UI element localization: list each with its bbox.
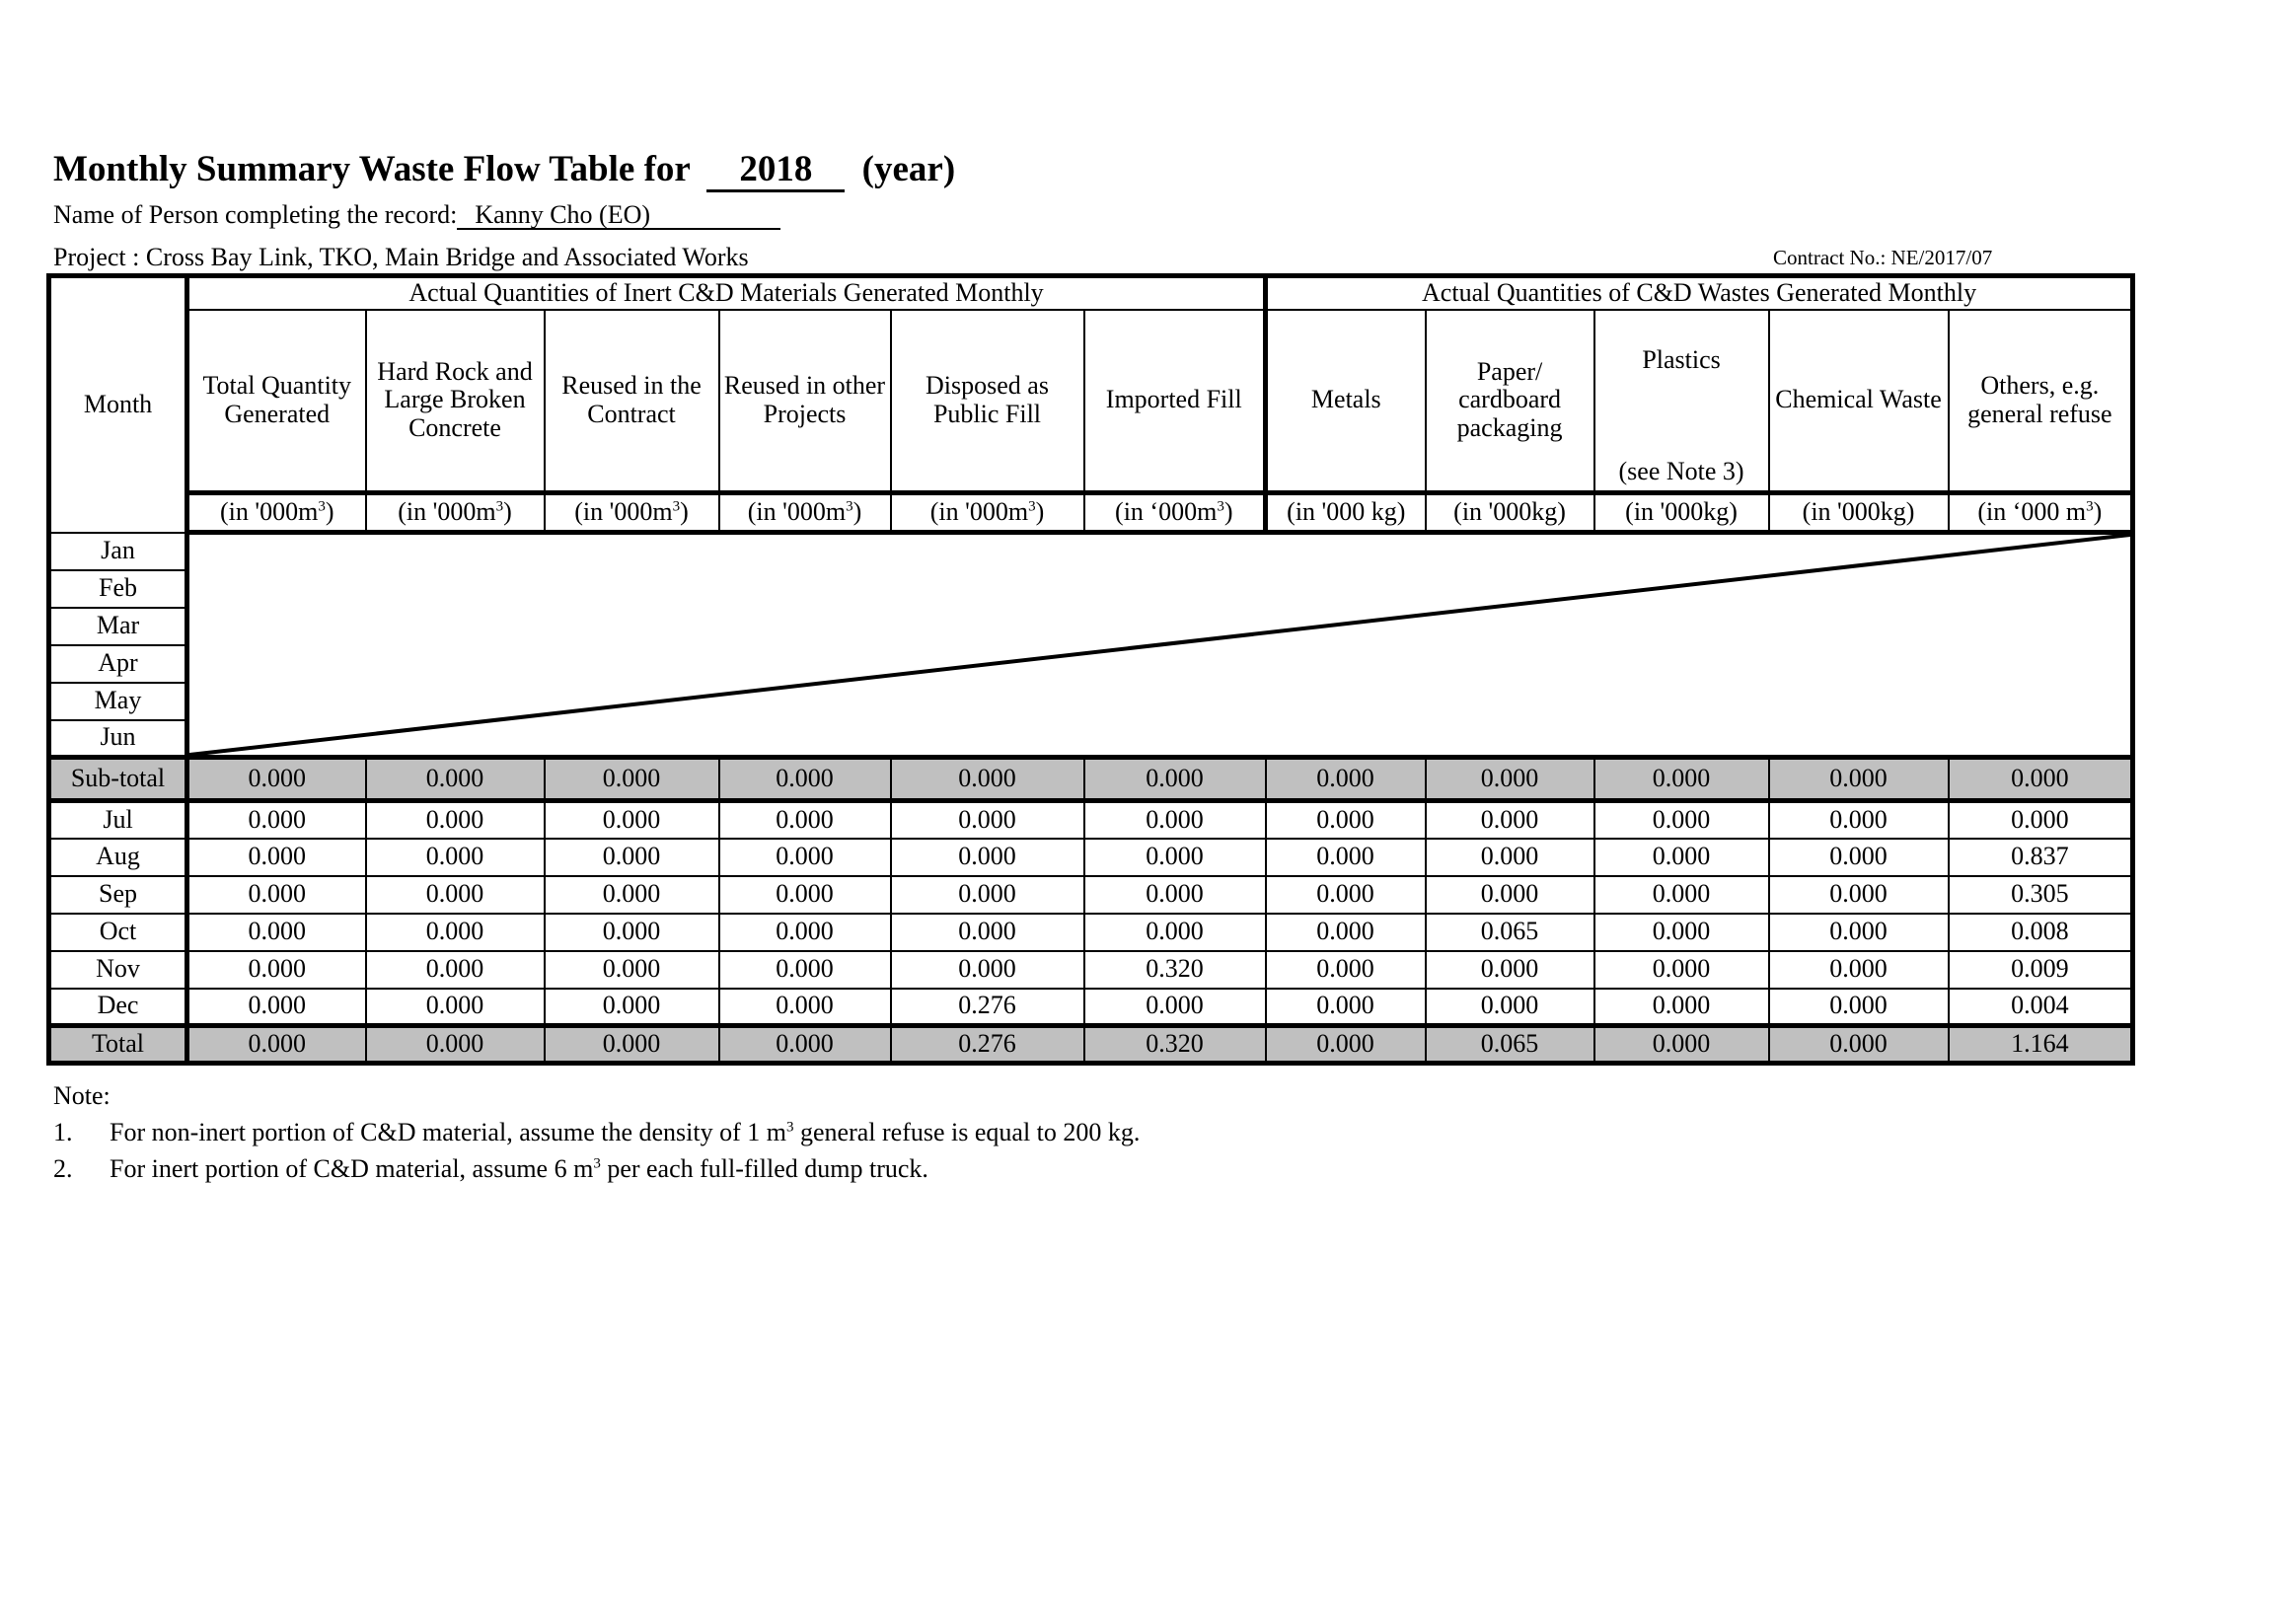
data-cell: 0.065	[1426, 914, 1594, 951]
total-label: Total	[49, 1026, 187, 1064]
note-text-post: general refuse is equal to 200 kg.	[793, 1118, 1141, 1146]
subtotal-value: 0.000	[891, 758, 1084, 801]
data-cell: 0.000	[1426, 989, 1594, 1026]
subtotal-value: 0.000	[1426, 758, 1594, 801]
data-cell: 0.000	[1084, 989, 1266, 1026]
waste-flow-table	[46, 273, 2135, 1066]
column-header: Imported Fill	[1084, 310, 1266, 493]
data-cell: 0.000	[719, 914, 891, 951]
unit-cell	[366, 493, 545, 533]
unit-superscript: 3	[318, 498, 326, 515]
column-header	[1594, 310, 1769, 493]
unit-cell	[1594, 493, 1769, 533]
unit-text: (in ‘000m	[1115, 497, 1218, 527]
data-cell: 0.000	[719, 801, 891, 839]
column-header: Others, e.g. general refuse	[1949, 310, 2133, 493]
unit-text: (in '000m	[220, 497, 319, 527]
total-value: 0.320	[1084, 1026, 1266, 1064]
subtotal-value: 0.000	[187, 758, 366, 801]
data-cell: 0.000	[719, 839, 891, 876]
month-label: Jun	[49, 720, 187, 758]
note-item	[53, 1154, 928, 1184]
data-cell: 0.000	[1084, 914, 1266, 951]
subtotal-value: 0.000	[366, 758, 545, 801]
title-prefix: Monthly Summary Waste Flow Table for	[53, 149, 691, 189]
data-cell: 0.000	[187, 839, 366, 876]
column-header: Chemical Waste	[1769, 310, 1949, 493]
total-value: 0.000	[366, 1026, 545, 1064]
data-cell: 0.000	[1594, 951, 1769, 989]
data-cell: 0.000	[545, 876, 719, 914]
data-cell: 0.000	[187, 801, 366, 839]
unit-close: )	[1223, 497, 1233, 527]
data-cell: 0.000	[891, 914, 1084, 951]
data-cell: 0.004	[1949, 989, 2133, 1026]
data-cell: 0.000	[545, 914, 719, 951]
data-cell: 0.000	[1426, 801, 1594, 839]
column-header: Hard Rock and Large Broken Concrete	[366, 310, 545, 493]
unit-text: (in '000m	[929, 497, 1029, 527]
data-cell: 0.000	[545, 989, 719, 1026]
data-cell: 0.000	[891, 876, 1084, 914]
data-cell: 0.000	[1769, 876, 1949, 914]
unit-text: (in '000m	[574, 497, 673, 527]
month-label: May	[49, 683, 187, 720]
unit-close: )	[325, 497, 334, 527]
total-value: 0.000	[1769, 1026, 1949, 1064]
data-cell: 0.000	[1769, 839, 1949, 876]
subtotal-value: 0.000	[1266, 758, 1426, 801]
data-cell: 0.000	[1594, 839, 1769, 876]
data-cell: 0.000	[891, 839, 1084, 876]
data-cell: 0.000	[187, 989, 366, 1026]
data-cell: 0.000	[366, 914, 545, 951]
data-cell: 0.837	[1949, 839, 2133, 876]
data-cell: 0.000	[366, 839, 545, 876]
subtotal-value: 0.000	[719, 758, 891, 801]
unit-close: )	[2093, 497, 2103, 527]
month-label: Aug	[49, 839, 187, 876]
total-value: 1.164	[1949, 1026, 2133, 1064]
unit-text: (in '000 kg)	[1287, 497, 1406, 527]
data-cell: 0.000	[1084, 839, 1266, 876]
data-cell: 0.009	[1949, 951, 2133, 989]
unit-cell	[719, 493, 891, 533]
data-cell: 0.000	[719, 951, 891, 989]
column-header: Metals	[1266, 310, 1426, 493]
note-number: 2.	[53, 1154, 73, 1183]
column-label: Plastics	[1642, 344, 1721, 374]
subtotal-value: 0.000	[545, 758, 719, 801]
unit-cell	[891, 493, 1084, 533]
note-superscript: 3	[593, 1155, 601, 1172]
month-label: Feb	[49, 570, 187, 608]
note-text-pre: For non-inert portion of C&D material, assume the density of 1 m	[110, 1118, 786, 1146]
unit-cell	[187, 493, 366, 533]
data-cell: 0.000	[545, 839, 719, 876]
inert-group-header: Actual Quantities of Inert C&D Materials Generated Monthly	[187, 276, 1266, 310]
data-cell: 0.305	[1949, 876, 2133, 914]
data-cell: 0.000	[1594, 989, 1769, 1026]
data-cell: 0.000	[719, 876, 891, 914]
subtotal-value: 0.000	[1084, 758, 1266, 801]
total-value: 0.000	[1594, 1026, 1769, 1064]
data-cell: 0.000	[1426, 839, 1594, 876]
unit-cell	[1769, 493, 1949, 533]
data-cell: 0.000	[1769, 801, 1949, 839]
data-cell: 0.000	[366, 989, 545, 1026]
unit-superscript: 3	[2086, 498, 2094, 515]
unit-cell	[1084, 493, 1266, 533]
not-applicable-area	[187, 533, 2133, 758]
unit-close: )	[680, 497, 689, 527]
column-header: Paper/ cardboard packaging	[1426, 310, 1594, 493]
data-cell: 0.000	[1266, 801, 1426, 839]
waste-group-header: Actual Quantities of C&D Wastes Generated Monthly	[1266, 276, 2133, 310]
subtotal-value: 0.000	[1769, 758, 1949, 801]
data-cell: 0.000	[1266, 951, 1426, 989]
data-cell: 0.000	[1266, 839, 1426, 876]
month-label: Dec	[49, 989, 187, 1026]
note-superscript: 3	[786, 1119, 794, 1136]
month-label: Oct	[49, 914, 187, 951]
notes-title: Note:	[53, 1081, 111, 1110]
total-value: 0.000	[545, 1026, 719, 1064]
person-name: Kanny Cho (EO)	[457, 201, 780, 230]
data-cell: 0.000	[545, 801, 719, 839]
note-text-pre: For inert portion of C&D material, assume 6 m	[110, 1154, 594, 1183]
data-cell: 0.000	[366, 951, 545, 989]
note-number: 1.	[53, 1118, 73, 1146]
unit-superscript: 3	[672, 498, 681, 515]
data-cell: 0.000	[1594, 876, 1769, 914]
month-label: Nov	[49, 951, 187, 989]
unit-text: (in '000kg)	[1625, 497, 1738, 527]
data-cell: 0.000	[1266, 914, 1426, 951]
unit-close: )	[1035, 497, 1045, 527]
total-value: 0.276	[891, 1026, 1084, 1064]
unit-text: (in '000m	[398, 497, 496, 527]
data-cell: 0.000	[1084, 876, 1266, 914]
title-year: 2018	[706, 151, 845, 192]
data-cell: 0.000	[1769, 989, 1949, 1026]
unit-cell	[545, 493, 719, 533]
column-note: (see Note 3)	[1618, 457, 1744, 486]
unit-text: (in '000m	[747, 497, 847, 527]
data-cell: 0.000	[366, 876, 545, 914]
data-cell: 0.000	[1769, 914, 1949, 951]
data-cell: 0.000	[366, 801, 545, 839]
data-cell: 0.320	[1084, 951, 1266, 989]
subtotal-label: Sub-total	[49, 758, 187, 801]
unit-cell	[1949, 493, 2133, 533]
data-cell: 0.008	[1949, 914, 2133, 951]
total-value: 0.065	[1426, 1026, 1594, 1064]
data-cell: 0.000	[1084, 801, 1266, 839]
unit-superscript: 3	[1217, 498, 1224, 515]
column-header: Reused in other Projects	[719, 310, 891, 493]
month-label: Sep	[49, 876, 187, 914]
contract-number: Contract No.: NE/2017/07	[1773, 246, 1993, 269]
month-label: Apr	[49, 645, 187, 683]
data-cell: 0.000	[1594, 801, 1769, 839]
unit-cell	[1426, 493, 1594, 533]
data-cell: 0.000	[1266, 989, 1426, 1026]
month-header: Month	[49, 276, 187, 533]
unit-superscript: 3	[846, 498, 853, 515]
note-item	[53, 1118, 1140, 1147]
data-cell: 0.000	[1426, 951, 1594, 989]
note-text-post: per each full-filled dump truck.	[600, 1154, 928, 1183]
data-cell: 0.000	[1266, 876, 1426, 914]
unit-close: )	[852, 497, 862, 527]
unit-superscript: 3	[495, 498, 504, 515]
unit-close: )	[503, 497, 512, 527]
subtotal-value: 0.000	[1594, 758, 1769, 801]
subtotal-value: 0.000	[1949, 758, 2133, 801]
diagonal-strike-line	[189, 535, 2130, 755]
column-header: Disposed as Public Fill	[891, 310, 1084, 493]
column-header: Reused in the Contract	[545, 310, 719, 493]
person-label: Name of Person completing the record:	[53, 200, 458, 229]
data-cell: 0.000	[1426, 876, 1594, 914]
data-cell: 0.000	[1594, 914, 1769, 951]
unit-text: (in '000kg)	[1453, 497, 1566, 527]
data-cell: 0.000	[891, 801, 1084, 839]
data-cell: 0.000	[891, 951, 1084, 989]
month-label: Jul	[49, 801, 187, 839]
data-cell: 0.276	[891, 989, 1084, 1026]
data-cell: 0.000	[1949, 801, 2133, 839]
unit-text: (in '000kg)	[1802, 497, 1915, 527]
data-cell: 0.000	[187, 876, 366, 914]
unit-superscript: 3	[1028, 498, 1036, 515]
column-header: Total Quantity Generated	[187, 310, 366, 493]
unit-cell	[1266, 493, 1426, 533]
project-line: Project : Cross Bay Link, TKO, Main Bridge and Associated Works	[53, 243, 749, 271]
unit-text: (in ‘000 m	[1977, 497, 2087, 527]
total-value: 0.000	[719, 1026, 891, 1064]
person-line	[53, 200, 780, 230]
month-label: Jan	[49, 533, 187, 570]
total-value: 0.000	[187, 1026, 366, 1064]
data-cell: 0.000	[545, 951, 719, 989]
data-cell: 0.000	[1769, 951, 1949, 989]
month-label: Mar	[49, 608, 187, 645]
data-cell: 0.000	[187, 914, 366, 951]
data-cell: 0.000	[719, 989, 891, 1026]
total-value: 0.000	[1266, 1026, 1426, 1064]
page-title	[53, 148, 955, 192]
data-cell: 0.000	[187, 951, 366, 989]
title-suffix: (year)	[861, 149, 956, 189]
